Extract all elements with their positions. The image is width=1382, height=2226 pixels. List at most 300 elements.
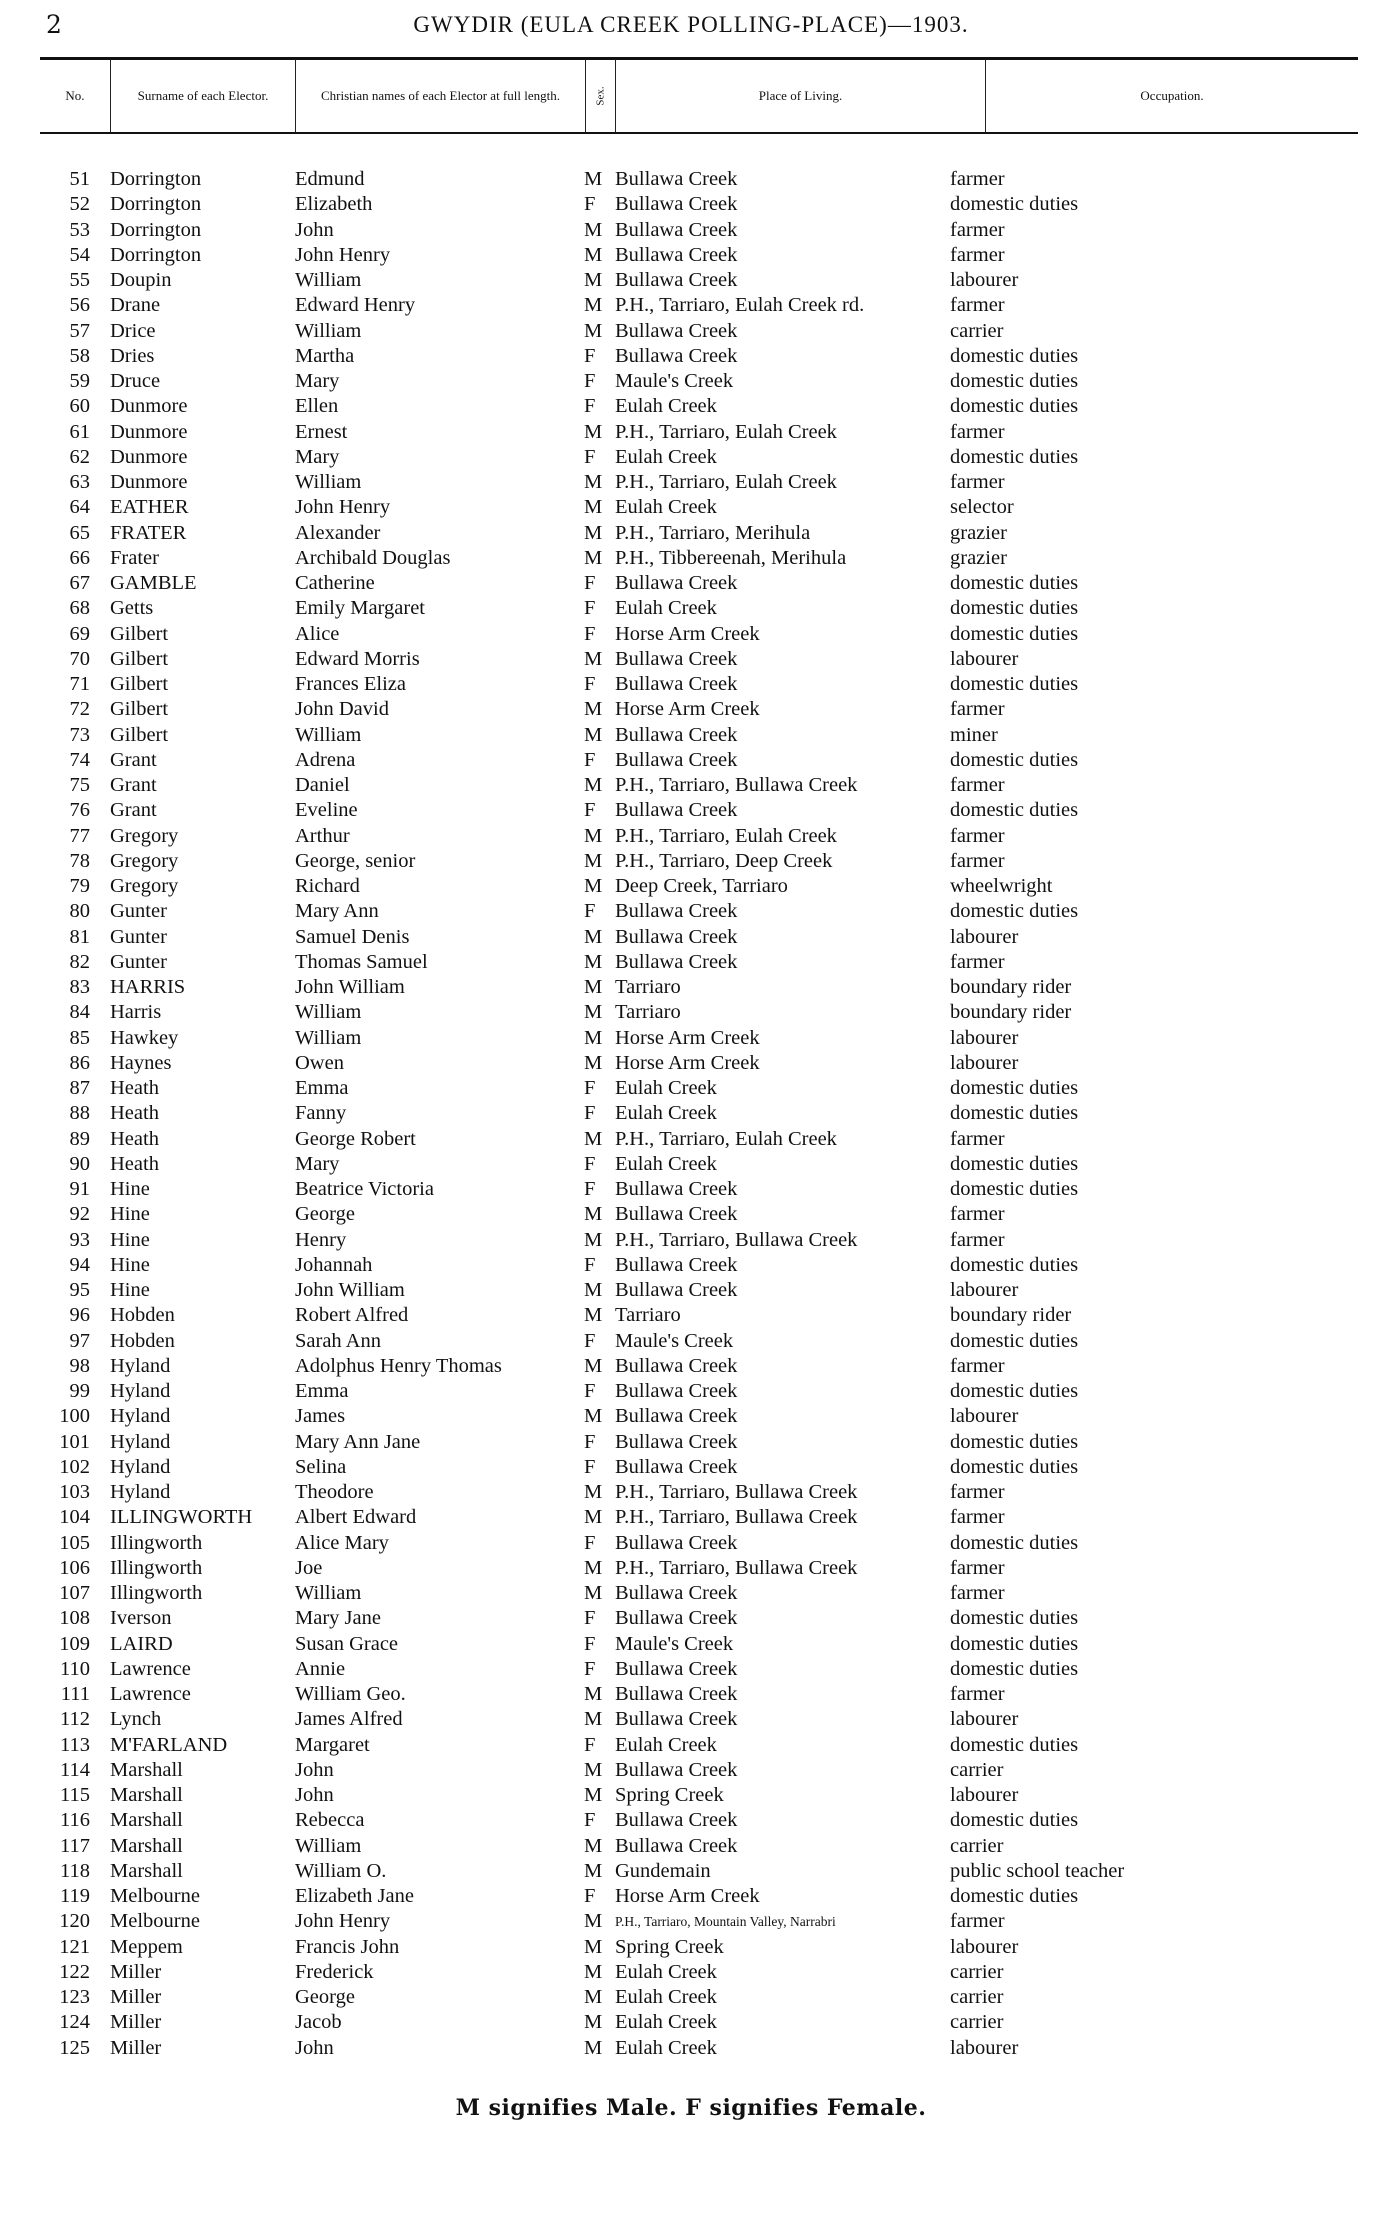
elector-number: 118	[60, 1859, 90, 1882]
elector-number: 117	[60, 1834, 90, 1857]
elector-occupation: domestic duties	[950, 1531, 1079, 1554]
elector-number: 83	[69, 976, 90, 998]
elector-sex: M	[584, 1960, 603, 1983]
elector-sex: M	[584, 2011, 603, 2034]
elector-row	[0, 672, 1382, 697]
elector-sex: M	[584, 824, 603, 847]
elector-christian-names: William	[295, 1834, 362, 1857]
elector-occupation: labourer	[950, 1051, 1019, 1074]
elector-place-of-living: Bullawa Creek	[615, 1279, 738, 1301]
elector-sex: M	[584, 1986, 603, 2008]
elector-place-of-living: P.H., Tarriaro, Merihula	[615, 521, 811, 544]
elector-occupation: labourer	[950, 2036, 1019, 2059]
elector-occupation: domestic duties	[950, 597, 1079, 620]
elector-number: 108	[59, 1607, 90, 1630]
elector-place-of-living: P.H., Tarriaro, Eulah Creek rd.	[615, 294, 865, 317]
elector-occupation: wheelwright	[950, 875, 1053, 897]
elector-christian-names: Francis John	[295, 1935, 400, 1958]
elector-place-of-living: Bullawa Creek	[615, 1607, 738, 1630]
elector-surname: Hine	[110, 1253, 150, 1276]
elector-sex: F	[584, 1885, 596, 1907]
elector-christian-names: Ernest	[295, 420, 348, 443]
elector-surname: Dorrington	[110, 168, 202, 190]
elector-surname: Grant	[110, 774, 157, 796]
elector-surname: Miller	[110, 2036, 162, 2059]
elector-sex: M	[584, 849, 603, 872]
elector-number: 70	[69, 647, 90, 670]
elector-sex: F	[584, 1809, 596, 1832]
elector-christian-names: James	[295, 1405, 346, 1428]
column-header-place: Place of Living.	[615, 60, 985, 132]
elector-surname: Heath	[110, 1127, 159, 1150]
elector-occupation: carrier	[950, 1986, 1004, 2008]
elector-row	[0, 167, 1382, 192]
elector-row	[0, 1531, 1382, 1556]
elector-row	[0, 1682, 1382, 1707]
elector-surname: Grant	[110, 799, 157, 822]
elector-christian-names: William	[295, 1026, 362, 1049]
elector-christian-names: Selina	[295, 1455, 347, 1478]
elector-number: 121	[59, 1935, 90, 1958]
elector-number: 105	[59, 1531, 90, 1554]
elector-occupation: labourer	[950, 1026, 1019, 1049]
elector-christian-names: John	[295, 218, 334, 241]
elector-sex: M	[584, 976, 603, 998]
elector-place-of-living: Bullawa Creek	[615, 1809, 738, 1832]
elector-christian-names: Adrena	[295, 748, 356, 771]
elector-place-of-living: Horse Arm Creek	[615, 1885, 760, 1907]
elector-sex: M	[584, 1127, 603, 1150]
elector-place-of-living: Eulah Creek	[615, 395, 717, 418]
elector-surname: Dorrington	[110, 243, 202, 266]
elector-christian-names: William	[295, 471, 362, 493]
elector-christian-names: Mary Ann Jane	[295, 1430, 421, 1453]
elector-occupation: domestic duties	[950, 1253, 1079, 1276]
elector-christian-names: William Geo.	[295, 1683, 406, 1705]
elector-surname: Hyland	[110, 1380, 171, 1402]
elector-place-of-living: Horse Arm Creek	[615, 622, 760, 645]
elector-sex: F	[584, 572, 596, 594]
elector-surname: Melbourne	[110, 1910, 200, 1933]
elector-occupation: labourer	[950, 647, 1019, 670]
elector-sex: M	[584, 1354, 603, 1377]
elector-number: 69	[69, 622, 90, 645]
elector-christian-names: William O.	[295, 1859, 387, 1882]
elector-place-of-living: Bullawa Creek	[615, 1380, 738, 1402]
elector-surname: Lawrence	[110, 1657, 191, 1680]
elector-row	[0, 622, 1382, 647]
footer-note: M signifies Male. F signifies Female.	[455, 2095, 927, 2121]
elector-number: 64	[69, 496, 90, 519]
elector-christian-names: George, senior	[295, 849, 416, 872]
elector-christian-names: Mary	[295, 1152, 340, 1175]
elector-sex: F	[584, 1329, 596, 1352]
page-header	[0, 8, 1382, 52]
elector-place-of-living: Bullawa Creek	[615, 1582, 738, 1604]
elector-surname: Haynes	[110, 1051, 172, 1074]
elector-christian-names: William	[295, 1001, 362, 1024]
page-number: 2	[46, 10, 62, 39]
elector-occupation: farmer	[950, 1683, 1005, 1705]
elector-place-of-living: Eulah Creek	[615, 2036, 717, 2059]
elector-number: 79	[69, 875, 90, 897]
elector-place-of-living: Maule's Creek	[615, 370, 734, 392]
header-rule	[40, 132, 1358, 134]
elector-occupation: boundary rider	[950, 1001, 1072, 1024]
elector-surname: Hyland	[110, 1455, 171, 1478]
elector-place-of-living: P.H., Tarriaro, Bullawa Creek	[615, 1228, 858, 1251]
elector-occupation: farmer	[950, 218, 1005, 241]
elector-christian-names: Henry	[295, 1228, 347, 1251]
elector-number: 116	[60, 1809, 90, 1832]
elector-occupation: carrier	[950, 1834, 1004, 1857]
elector-sex: M	[584, 546, 603, 569]
elector-surname: Heath	[110, 1102, 159, 1125]
elector-place-of-living: Bullawa Creek	[615, 1178, 738, 1200]
elector-sex: M	[584, 294, 603, 317]
elector-row	[0, 1000, 1382, 1025]
elector-place-of-living: Bullawa Creek	[615, 1657, 738, 1680]
elector-place-of-living: P.H., Tarriaro, Deep Creek	[615, 849, 833, 872]
elector-row	[0, 899, 1382, 924]
elector-row	[0, 1859, 1382, 1884]
elector-sex: M	[584, 1910, 603, 1933]
elector-place-of-living: P.H., Tibbereenah, Merihula	[615, 546, 847, 569]
elector-surname: Gregory	[110, 849, 179, 872]
elector-row	[0, 268, 1382, 293]
elector-sex: F	[584, 1632, 596, 1655]
elector-place-of-living: Bullawa Creek	[615, 1531, 738, 1554]
elector-place-of-living: Bullawa Creek	[615, 1203, 738, 1226]
elector-occupation: farmer	[950, 698, 1005, 721]
elector-number: 106	[59, 1556, 90, 1579]
elector-sex: F	[584, 370, 596, 392]
elector-place-of-living: P.H., Tarriaro, Mountain Valley, Narrabri	[615, 1914, 836, 1930]
elector-number: 112	[60, 1708, 90, 1731]
elector-number: 107	[59, 1582, 90, 1604]
elector-surname: Illingworth	[110, 1531, 203, 1554]
elector-row	[0, 1379, 1382, 1404]
elector-surname: Druce	[110, 370, 161, 392]
elector-surname: Dorrington	[110, 193, 202, 216]
elector-christian-names: Mary Jane	[295, 1607, 381, 1630]
elector-occupation: domestic duties	[950, 1455, 1079, 1478]
elector-occupation: miner	[950, 723, 998, 746]
elector-row	[0, 1884, 1382, 1909]
elector-christian-names: John	[295, 1784, 334, 1806]
elector-number: 124	[59, 2011, 90, 2034]
elector-place-of-living: Bullawa Creek	[615, 218, 738, 241]
elector-number: 78	[69, 849, 90, 872]
elector-sex: M	[584, 521, 603, 544]
elector-number: 93	[69, 1228, 90, 1251]
elector-number: 99	[69, 1380, 90, 1402]
elector-surname: Hine	[110, 1203, 150, 1226]
elector-surname: Dries	[110, 344, 155, 367]
elector-christian-names: Beatrice Victoria	[295, 1178, 434, 1200]
elector-surname: Meppem	[110, 1935, 183, 1958]
elector-number: 92	[69, 1203, 90, 1226]
elector-sex: M	[584, 420, 603, 443]
elector-row	[0, 1581, 1382, 1606]
elector-number: 103	[59, 1481, 90, 1503]
elector-occupation: domestic duties	[950, 572, 1079, 594]
elector-row	[0, 1960, 1382, 1985]
elector-number: 56	[69, 294, 90, 317]
elector-number: 53	[69, 218, 90, 241]
elector-christian-names: William	[295, 723, 362, 746]
elector-occupation: domestic duties	[950, 344, 1079, 367]
elector-surname: FRATER	[110, 521, 187, 544]
elector-christian-names: Adolphus Henry Thomas	[295, 1354, 502, 1377]
elector-christian-names: John Henry	[295, 496, 391, 519]
elector-row	[0, 1228, 1382, 1253]
elector-occupation: farmer	[950, 774, 1005, 796]
page-title: GWYDIR (EULA CREEK POLLING-PLACE)—1903.	[413, 12, 969, 37]
elector-surname: Heath	[110, 1077, 159, 1099]
elector-place-of-living: Bullawa Creek	[615, 647, 738, 670]
elector-number: 80	[69, 900, 90, 923]
elector-row	[0, 546, 1382, 571]
elector-number: 97	[69, 1329, 90, 1352]
elector-christian-names: Elizabeth	[295, 193, 373, 216]
elector-place-of-living: Bullawa Creek	[615, 799, 738, 822]
elector-occupation: farmer	[950, 849, 1005, 872]
elector-row	[0, 1127, 1382, 1152]
elector-surname: LAIRD	[110, 1632, 173, 1655]
elector-place-of-living: Bullawa Creek	[615, 1430, 738, 1453]
elector-sex: M	[584, 1834, 603, 1857]
elector-number: 82	[69, 950, 90, 973]
elector-number: 84	[69, 1001, 90, 1024]
elector-row	[0, 218, 1382, 243]
elector-surname: Gilbert	[110, 622, 169, 645]
elector-place-of-living: Bullawa Creek	[615, 723, 738, 746]
elector-christian-names: Ellen	[295, 395, 339, 418]
elector-place-of-living: P.H., Tarriaro, Bullawa Creek	[615, 1556, 858, 1579]
elector-occupation: domestic duties	[950, 445, 1079, 468]
elector-sex: M	[584, 1708, 603, 1731]
elector-sex: F	[584, 1430, 596, 1453]
elector-number: 77	[69, 824, 90, 847]
elector-number: 74	[69, 748, 90, 771]
elector-surname: Lawrence	[110, 1683, 191, 1705]
elector-surname: Hine	[110, 1228, 150, 1251]
elector-surname: M'FARLAND	[110, 1733, 228, 1756]
column-header-surname: Surname of each Elector.	[110, 60, 295, 132]
elector-row	[0, 1278, 1382, 1303]
elector-surname: Gregory	[110, 875, 179, 897]
elector-surname: Frater	[110, 546, 159, 569]
column-header-christian-names: Christian names of each Elector at full length.	[295, 60, 585, 132]
elector-number: 110	[60, 1657, 90, 1680]
elector-occupation: grazier	[950, 521, 1007, 544]
elector-number: 119	[60, 1885, 90, 1907]
elector-number: 55	[69, 269, 90, 291]
elector-number: 89	[69, 1127, 90, 1150]
elector-surname: Marshall	[110, 1809, 183, 1832]
elector-place-of-living: Eulah Creek	[615, 597, 717, 620]
elector-place-of-living: Deep Creek, Tarriaro	[615, 875, 788, 897]
elector-christian-names: William	[295, 269, 362, 291]
elector-row	[0, 445, 1382, 470]
elector-row	[0, 1455, 1382, 1480]
elector-number: 98	[69, 1354, 90, 1377]
elector-place-of-living: Horse Arm Creek	[615, 1026, 760, 1049]
elector-place-of-living: Horse Arm Creek	[615, 1051, 760, 1074]
elector-number: 115	[60, 1784, 90, 1806]
elector-occupation: domestic duties	[950, 1809, 1079, 1832]
elector-sex: F	[584, 1102, 596, 1125]
elector-place-of-living: Bullawa Creek	[615, 900, 738, 923]
elector-surname: Grant	[110, 748, 157, 771]
elector-christian-names: John William	[295, 1279, 405, 1301]
elector-place-of-living: Bullawa Creek	[615, 748, 738, 771]
elector-occupation: domestic duties	[950, 1657, 1079, 1680]
elector-row	[0, 1505, 1382, 1530]
elector-row	[0, 495, 1382, 520]
elector-occupation: domestic duties	[950, 1632, 1079, 1655]
elector-row	[0, 1202, 1382, 1227]
elector-sex: M	[584, 168, 603, 190]
elector-surname: Gilbert	[110, 698, 169, 721]
elector-sex: M	[584, 496, 603, 519]
elector-row	[0, 647, 1382, 672]
elector-occupation: farmer	[950, 1506, 1005, 1529]
elector-place-of-living: Bullawa Creek	[615, 1683, 738, 1705]
elector-number: 63	[69, 471, 90, 493]
elector-surname: Gunter	[110, 925, 167, 948]
elector-number: 94	[69, 1253, 90, 1276]
elector-sex: F	[584, 344, 596, 367]
elector-row	[0, 1632, 1382, 1657]
elector-row	[0, 1783, 1382, 1808]
elector-number: 62	[69, 445, 90, 468]
elector-christian-names: William	[295, 1582, 362, 1604]
elector-place-of-living: Bullawa Creek	[615, 1834, 738, 1857]
elector-number: 91	[69, 1178, 90, 1200]
elector-christian-names: Mary	[295, 370, 340, 392]
elector-row	[0, 1177, 1382, 1202]
elector-place-of-living: Eulah Creek	[615, 1102, 717, 1125]
elector-christian-names: Owen	[295, 1051, 344, 1074]
elector-christian-names: Daniel	[295, 774, 350, 796]
elector-sex: F	[584, 900, 596, 923]
elector-christian-names: Jacob	[295, 2011, 342, 2034]
elector-sex: M	[584, 319, 603, 342]
elector-sex: M	[584, 1935, 603, 1958]
elector-christian-names: John David	[295, 698, 389, 721]
elector-occupation: domestic duties	[950, 1885, 1079, 1907]
elector-row	[0, 798, 1382, 823]
elector-row	[0, 1430, 1382, 1455]
elector-occupation: domestic duties	[950, 1380, 1079, 1402]
elector-place-of-living: Maule's Creek	[615, 1329, 734, 1352]
elector-surname: EATHER	[110, 496, 189, 519]
elector-surname: Harris	[110, 1001, 162, 1024]
elector-place-of-living: Bullawa Creek	[615, 925, 738, 948]
elector-number: 101	[59, 1430, 90, 1453]
elector-surname: Dunmore	[110, 420, 188, 443]
elector-number: 65	[69, 521, 90, 544]
elector-surname: Dunmore	[110, 471, 188, 493]
elector-row	[0, 1935, 1382, 1960]
elector-row	[0, 723, 1382, 748]
elector-occupation: domestic duties	[950, 193, 1079, 216]
elector-row	[0, 1253, 1382, 1278]
elector-place-of-living: Bullawa Creek	[615, 572, 738, 594]
elector-sex: M	[584, 723, 603, 746]
elector-number: 72	[69, 698, 90, 721]
elector-row	[0, 192, 1382, 217]
elector-sex: M	[584, 1506, 603, 1529]
elector-surname: Doupin	[110, 269, 172, 291]
elector-sex: M	[584, 1859, 603, 1882]
elector-christian-names: Theodore	[295, 1481, 374, 1503]
elector-sex: F	[584, 1178, 596, 1200]
elector-place-of-living: Bullawa Creek	[615, 1455, 738, 1478]
elector-row	[0, 1808, 1382, 1833]
elector-christian-names: Mary	[295, 445, 340, 468]
elector-sex: F	[584, 1077, 596, 1099]
elector-number: 109	[59, 1632, 90, 1655]
elector-surname: Dunmore	[110, 395, 188, 418]
elector-number: 67	[69, 572, 90, 594]
elector-row	[0, 748, 1382, 773]
elector-place-of-living: Bullawa Creek	[615, 319, 738, 342]
elector-occupation: farmer	[950, 824, 1005, 847]
elector-surname: GAMBLE	[110, 572, 197, 594]
elector-surname: Dorrington	[110, 218, 202, 241]
elector-number: 61	[69, 420, 90, 443]
elector-place-of-living: Bullawa Creek	[615, 1354, 738, 1377]
elector-row	[0, 344, 1382, 369]
elector-occupation: selector	[950, 496, 1014, 519]
elector-sex: F	[584, 1607, 596, 1630]
elector-sex: F	[584, 622, 596, 645]
elector-surname: Marshall	[110, 1834, 183, 1857]
elector-sex: F	[584, 673, 596, 695]
elector-christian-names: Arthur	[295, 824, 350, 847]
column-header-no: No.	[65, 88, 85, 103]
electors-list	[0, 167, 1382, 2061]
elector-place-of-living: Gundemain	[615, 1859, 711, 1882]
elector-surname: Getts	[110, 597, 154, 620]
elector-occupation: domestic duties	[950, 1733, 1079, 1756]
elector-place-of-living: Bullawa Creek	[615, 168, 738, 190]
elector-number: 86	[69, 1051, 90, 1074]
elector-surname: Miller	[110, 1960, 162, 1983]
elector-place-of-living: Eulah Creek	[615, 496, 717, 519]
elector-surname: Hine	[110, 1279, 150, 1301]
elector-number: 60	[69, 395, 90, 418]
elector-row	[0, 1051, 1382, 1076]
elector-occupation: farmer	[950, 1203, 1005, 1226]
elector-number: 95	[69, 1279, 90, 1301]
elector-occupation: farmer	[950, 950, 1005, 973]
elector-surname: Hawkey	[110, 1026, 179, 1049]
elector-surname: Drice	[110, 319, 156, 342]
elector-number: 54	[69, 243, 90, 266]
elector-surname: Lynch	[110, 1708, 162, 1731]
elector-surname: Hyland	[110, 1481, 171, 1503]
elector-sex: F	[584, 445, 596, 468]
elector-row	[0, 1480, 1382, 1505]
elector-surname: Illingworth	[110, 1556, 203, 1579]
elector-row	[0, 1657, 1382, 1682]
elector-place-of-living: Eulah Creek	[615, 1986, 717, 2008]
elector-christian-names: Mary Ann	[295, 900, 379, 923]
